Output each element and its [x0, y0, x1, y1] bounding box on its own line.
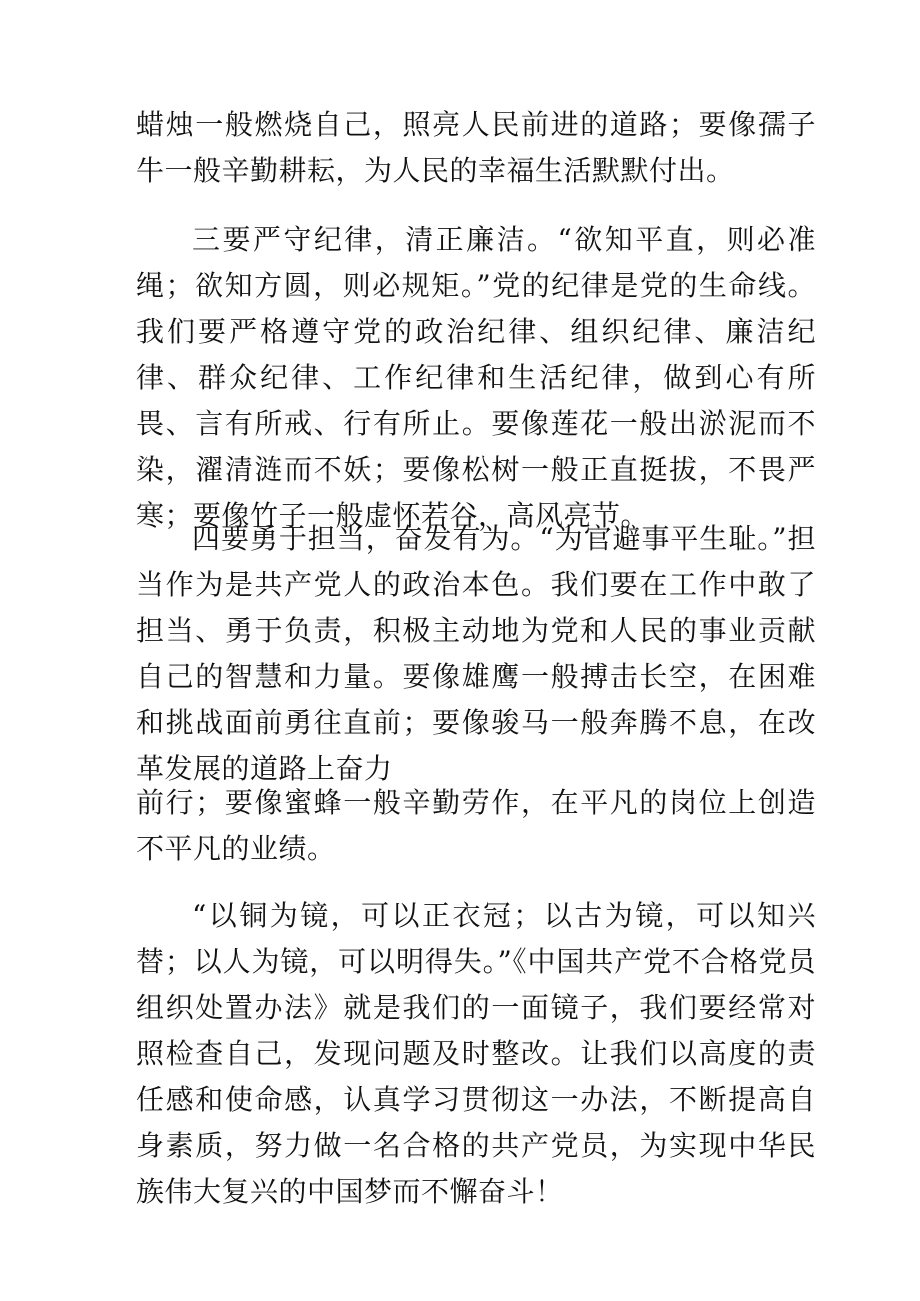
paragraph-candle-ox: 蜡烛一般燃烧自己，照亮人民前进的道路；要像孺子牛一般辛勤耕耘，为人民的幸福生活默默付出。 [136, 108, 816, 187]
paragraph-mirror-conclusion: “以铜为镜，可以正衣冠；以古为镜，可以知兴替；以人为镜，可以明得失。”《中国共产党不合格党员组织处置办法》就是我们的一面镜子，我们要经常对照检查自己，发现问题及时整改。让我们以高度的责任感和使命感，认真学习贯彻这一办法，不断提高自身素质，努力做一名合格的共产党员，为实现中华民族伟大复兴的中国梦而不懈奋斗！ [136, 899, 816, 1208]
paragraph-discipline: 三要严守纪律，清正廉洁。“欲知平直，则必准绳；欲知方圆，则必规矩。”党的纪律是党的生命线。我们要严格遵守党的政治纪律、组织纪律、廉洁纪律、群众纪律、工作纪律和生活纪律，做到心有所畏、言有所戒、行有所止。要像莲花一般出淤泥而不染，濯清涟而不妖；要像松树一般正直挺拔，不畏严寒；要像竹子一般虚怀若谷，高风亮节。 [136, 223, 816, 532]
paragraph-forward: 前行；要像蜜蜂一般辛勤劳作，在平凡的岗位上创造不平凡的业绩。 [136, 786, 816, 865]
paragraph-responsibility: 四要勇于担当，奋发有为。“为官避事平生耻。”担当作为是共产党人的政治本色。我们要在工作中敢了担当、勇于负责，积极主动地为党和人民的事业贡献自己的智慧和力量。要像雄鹰一般搏击长空，在困难和挑战面前勇往直前；要像骏马一般奔腾不息，在改革发展的道路上奋力 [136, 522, 816, 785]
